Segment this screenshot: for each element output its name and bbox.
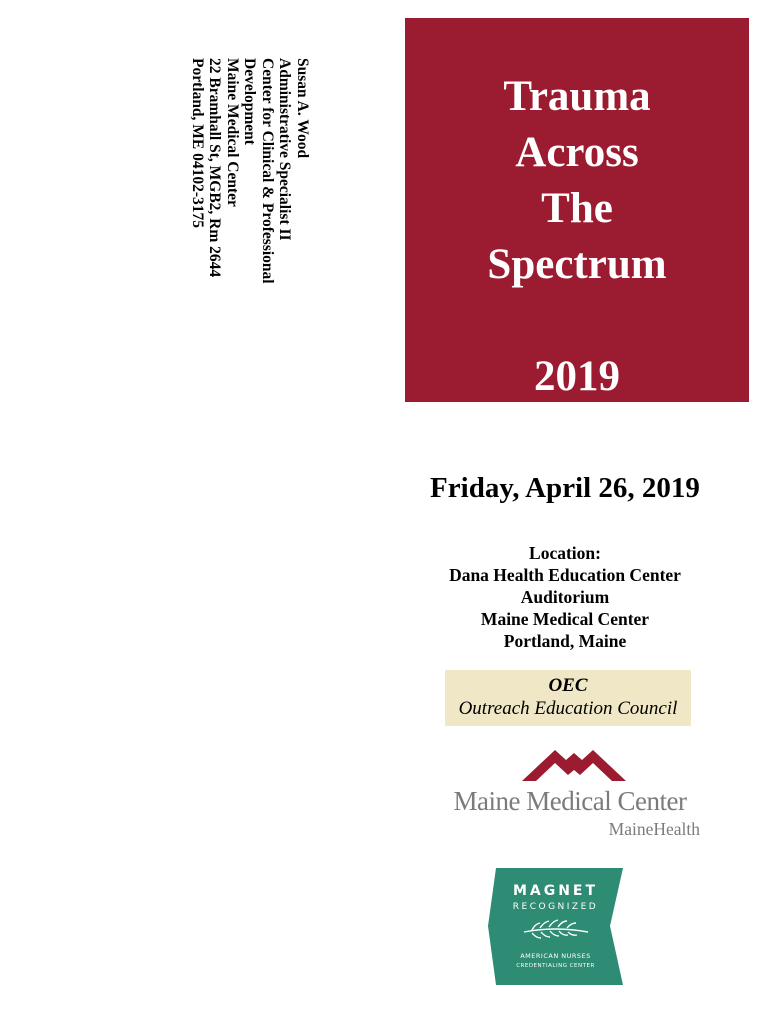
mailing-line: Susan A. Wood [294, 58, 311, 159]
title-line: The [541, 185, 613, 232]
magnet-subtitle: RECOGNIZED [512, 902, 599, 912]
event-date: Friday, April 26, 2019 [430, 472, 700, 504]
title-box [405, 18, 749, 402]
mailing-line: Administrative Specialist II [276, 58, 294, 241]
location-label: Location: [529, 543, 601, 563]
event-title [405, 69, 749, 293]
title-line: Across [515, 129, 639, 176]
location-line: Dana Health Education Center [449, 565, 681, 585]
logo-wordmark: Maine Medical Center [453, 786, 687, 816]
location-line: Portland, Maine [503, 631, 627, 651]
location-block [420, 542, 710, 652]
mailing-line: 22 Bramhall St, MGB2, Rm 2644 [206, 58, 224, 278]
mailing-line: Portland, ME 04102-3175 [189, 58, 206, 229]
mailing-address [186, 58, 311, 318]
location-line: Maine Medical Center [480, 609, 650, 629]
title-line: Trauma [503, 73, 651, 120]
magnet-org-line1: AMERICAN NURSES [520, 952, 591, 960]
mailing-line: Maine Medical Center [224, 58, 241, 207]
oec-abbr: OEC [548, 675, 588, 696]
location-line: Auditorium [520, 587, 610, 607]
magnet-badge [488, 868, 623, 985]
magnet-title: MAGNET [512, 883, 599, 899]
mailing-line: Development [241, 58, 259, 145]
oec-name: Outreach Education Council [458, 698, 678, 719]
event-year: 2019 [534, 353, 620, 400]
oec-banner [445, 670, 691, 726]
mailing-line: Center for Clinical & Professional [259, 58, 276, 284]
magnet-org-line2: CREDENTIALING CENTER [516, 963, 595, 969]
maine-medical-center-logo-icon [522, 745, 626, 783]
title-line: Spectrum [487, 241, 667, 288]
logo-subtitle: MaineHealth [608, 819, 700, 839]
